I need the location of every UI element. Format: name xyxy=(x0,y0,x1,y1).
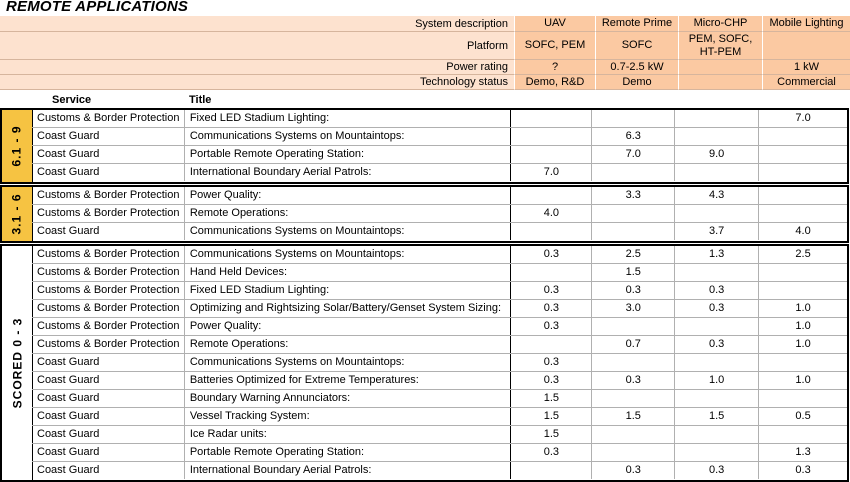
score-cell: 3.3 xyxy=(592,187,675,204)
score-cell: 1.0 xyxy=(675,372,759,389)
title-cell: Portable Remote Operating Station: xyxy=(185,444,512,461)
score-cell: 1.5 xyxy=(592,408,675,425)
table-row xyxy=(32,282,847,300)
score-cell xyxy=(759,426,847,443)
score-cell: 0.5 xyxy=(795,410,811,422)
table-row xyxy=(32,354,847,372)
score-cell xyxy=(511,110,592,127)
score-cell: 0.3 xyxy=(795,464,811,476)
title-cell: Batteries Optimized for Extreme Temperatures: xyxy=(185,372,512,389)
score-cell xyxy=(759,205,847,222)
service-cell: Customs & Border Protection xyxy=(32,205,185,222)
header-cell: Remote Prime xyxy=(595,16,678,32)
score-cell xyxy=(592,444,675,461)
score-cell: 0.3 xyxy=(511,354,592,371)
header-cell: Micro-CHP xyxy=(678,16,762,32)
table-row xyxy=(32,336,847,354)
score-cell xyxy=(592,390,675,407)
service-column-header: Service xyxy=(52,94,92,106)
header-row xyxy=(0,60,850,75)
service-cell: Customs & Border Protection xyxy=(32,110,185,127)
score-cell: 0.3 xyxy=(592,462,675,479)
score-cell: 9.0 xyxy=(675,146,759,163)
table-row xyxy=(32,128,847,146)
title-cell: International Boundary Aerial Patrols: xyxy=(185,164,512,181)
score-cell: 1.5 xyxy=(511,408,592,425)
score-cell xyxy=(592,164,675,181)
service-cell: Coast Guard xyxy=(32,354,185,371)
score-cell: 7.0 xyxy=(511,164,592,181)
score-band-text: 3.1 - 6 xyxy=(10,193,24,235)
score-cell xyxy=(759,187,847,204)
score-group xyxy=(0,185,849,243)
title-cell: Power Quality: xyxy=(185,318,512,335)
score-cell xyxy=(592,318,675,335)
table-row xyxy=(32,300,847,318)
service-cell: Coast Guard xyxy=(32,426,185,443)
title-cell: Boundary Warning Annunciators: xyxy=(185,390,512,407)
header-row xyxy=(0,75,850,90)
score-cell: 6.3 xyxy=(592,128,675,145)
service-cell: Customs & Border Protection xyxy=(32,300,185,317)
score-cell: 0.3 xyxy=(675,300,759,317)
title-cell: Optimizing and Rightsizing Solar/Battery/Genset System Sizing: xyxy=(185,300,512,317)
score-cell xyxy=(511,264,592,281)
header-cell: 1 kW xyxy=(762,60,850,75)
service-cell: Coast Guard xyxy=(32,408,185,425)
score-cell xyxy=(675,110,759,127)
score-cell: 1.3 xyxy=(675,246,759,263)
score-band-label xyxy=(2,110,33,182)
table-row xyxy=(32,444,847,462)
score-cell: 1.5 xyxy=(511,426,592,443)
header-cell xyxy=(678,60,762,75)
score-cell: 0.3 xyxy=(675,282,759,299)
service-cell: Customs & Border Protection xyxy=(32,264,185,281)
score-cell xyxy=(675,354,759,371)
score-cell: 0.3 xyxy=(592,372,675,389)
table-row xyxy=(32,164,847,181)
table-row xyxy=(32,187,847,205)
score-cell: 0.3 xyxy=(511,282,592,299)
header-cell xyxy=(678,75,762,90)
service-cell: Coast Guard xyxy=(32,164,185,181)
service-cell: Customs & Border Protection xyxy=(32,336,185,353)
title-cell: Portable Remote Operating Station: xyxy=(185,146,512,163)
score-cell: 7.0 xyxy=(795,112,811,124)
header-cell: SOFC, PEM xyxy=(514,32,595,60)
service-cell: Customs & Border Protection xyxy=(32,187,185,204)
header-cell: ? xyxy=(514,60,595,75)
title-cell: Ice Radar units: xyxy=(185,426,512,443)
title-cell: Hand Held Devices: xyxy=(185,264,512,281)
table-row xyxy=(32,246,847,264)
column-header-row xyxy=(0,92,850,108)
table-row xyxy=(32,205,847,223)
score-cell: 0.7 xyxy=(592,336,675,353)
header-cell: PEM, SOFC, HT-PEM xyxy=(678,32,762,60)
table-row xyxy=(32,426,847,444)
service-cell: Coast Guard xyxy=(32,444,185,461)
service-cell: Customs & Border Protection xyxy=(32,246,185,263)
service-cell: Coast Guard xyxy=(32,223,185,240)
score-cell: 0.3 xyxy=(511,444,592,461)
score-cell: 2.5 xyxy=(795,248,811,260)
score-cell xyxy=(592,110,675,127)
title-cell: Communications Systems on Mountaintops: xyxy=(185,354,512,371)
score-cell xyxy=(511,146,592,163)
page-title: REMOTE APPLICATIONS xyxy=(6,0,189,15)
score-cell: 0.3 xyxy=(675,462,759,479)
score-cell xyxy=(759,354,847,371)
score-cell: 2.5 xyxy=(592,246,675,263)
header-cell: 0.7-2.5 kW xyxy=(595,60,678,75)
header-cell: Demo xyxy=(595,75,678,90)
score-cell: 4.0 xyxy=(511,205,592,222)
score-cell: 1.0 xyxy=(795,320,811,332)
score-cell: 3.7 xyxy=(675,223,759,240)
score-cell: 1.5 xyxy=(592,264,675,281)
score-cell xyxy=(675,164,759,181)
service-cell: Coast Guard xyxy=(32,146,185,163)
title-cell: Communications Systems on Mountaintops: xyxy=(185,246,512,263)
score-cell: 1.5 xyxy=(511,390,592,407)
score-cell: 1.0 xyxy=(795,302,811,314)
score-cell xyxy=(675,318,759,335)
score-cell xyxy=(592,354,675,371)
score-cell xyxy=(759,146,847,163)
header-row xyxy=(0,32,850,60)
table-row xyxy=(32,318,847,336)
service-cell: Coast Guard xyxy=(32,462,185,479)
score-cell xyxy=(511,462,592,479)
table-row xyxy=(32,372,847,390)
score-cell xyxy=(511,187,592,204)
header-row-label: System description xyxy=(0,16,514,32)
header-cell: Demo, R&D xyxy=(514,75,595,90)
score-cell xyxy=(759,264,847,281)
title-cell: Vessel Tracking System: xyxy=(185,408,512,425)
score-cell xyxy=(675,390,759,407)
header-cell: Mobile Lighting xyxy=(762,16,850,32)
service-cell: Coast Guard xyxy=(32,390,185,407)
score-cell xyxy=(511,336,592,353)
score-cell: 1.5 xyxy=(675,408,759,425)
score-cell: 4.0 xyxy=(795,225,811,237)
title-cell: Communications Systems on Mountaintops: xyxy=(185,223,512,240)
score-group xyxy=(0,108,849,184)
score-cell xyxy=(759,128,847,145)
score-cell: 1.0 xyxy=(795,338,811,350)
title-cell: Power Quality: xyxy=(185,187,512,204)
score-cell: 0.3 xyxy=(592,282,675,299)
table-row xyxy=(32,408,847,426)
header-cell: Commercial xyxy=(762,75,850,90)
title-cell: Communications Systems on Mountaintops: xyxy=(185,128,512,145)
service-cell: Coast Guard xyxy=(32,372,185,389)
score-cell xyxy=(592,205,675,222)
header-cell xyxy=(762,32,850,60)
score-cell xyxy=(511,223,592,240)
score-cell xyxy=(675,264,759,281)
score-cell: 0.3 xyxy=(511,300,592,317)
score-cell: 3.0 xyxy=(592,300,675,317)
table-row xyxy=(32,390,847,408)
header-row-label: Technology status xyxy=(0,75,514,90)
score-cell xyxy=(592,426,675,443)
score-band-text: SCORED 0 - 3 xyxy=(10,317,24,409)
score-band-text: 6.1 - 9 xyxy=(10,125,24,167)
score-cell xyxy=(759,390,847,407)
header-cell: UAV xyxy=(514,16,595,32)
score-cell xyxy=(592,223,675,240)
score-cell: 0.3 xyxy=(511,318,592,335)
score-cell: 4.3 xyxy=(675,187,759,204)
table-row xyxy=(32,146,847,164)
header-row-label: Power rating xyxy=(0,60,514,75)
score-cell xyxy=(759,282,847,299)
score-cell xyxy=(675,426,759,443)
score-cell: 1.3 xyxy=(795,446,811,458)
title-column-header: Title xyxy=(189,94,212,106)
title-cell: Remote Operations: xyxy=(185,336,512,353)
service-cell: Customs & Border Protection xyxy=(32,318,185,335)
service-cell: Customs & Border Protection xyxy=(32,282,185,299)
score-cell: 0.3 xyxy=(675,336,759,353)
score-band-label xyxy=(2,246,33,480)
score-group xyxy=(0,244,849,482)
table-row xyxy=(32,110,847,128)
title-cell: Fixed LED Stadium Lighting: xyxy=(185,282,512,299)
score-cell: 7.0 xyxy=(592,146,675,163)
score-cell: 0.3 xyxy=(511,372,592,389)
score-cell xyxy=(675,444,759,461)
title-cell: Remote Operations: xyxy=(185,205,512,222)
score-band-label xyxy=(2,187,33,241)
score-cell xyxy=(675,205,759,222)
score-cell: 1.0 xyxy=(795,374,811,386)
service-cell: Coast Guard xyxy=(32,128,185,145)
score-cell: 0.3 xyxy=(511,246,592,263)
header-row-label: Platform xyxy=(0,32,514,60)
score-cell xyxy=(759,164,847,181)
table-row xyxy=(32,462,847,479)
header-row xyxy=(0,16,850,32)
header-cell: SOFC xyxy=(595,32,678,60)
table-row xyxy=(32,264,847,282)
title-cell: International Boundary Aerial Patrols: xyxy=(185,462,512,479)
title-cell: Fixed LED Stadium Lighting: xyxy=(185,110,512,127)
score-cell xyxy=(675,128,759,145)
table-row xyxy=(32,223,847,240)
score-cell xyxy=(511,128,592,145)
